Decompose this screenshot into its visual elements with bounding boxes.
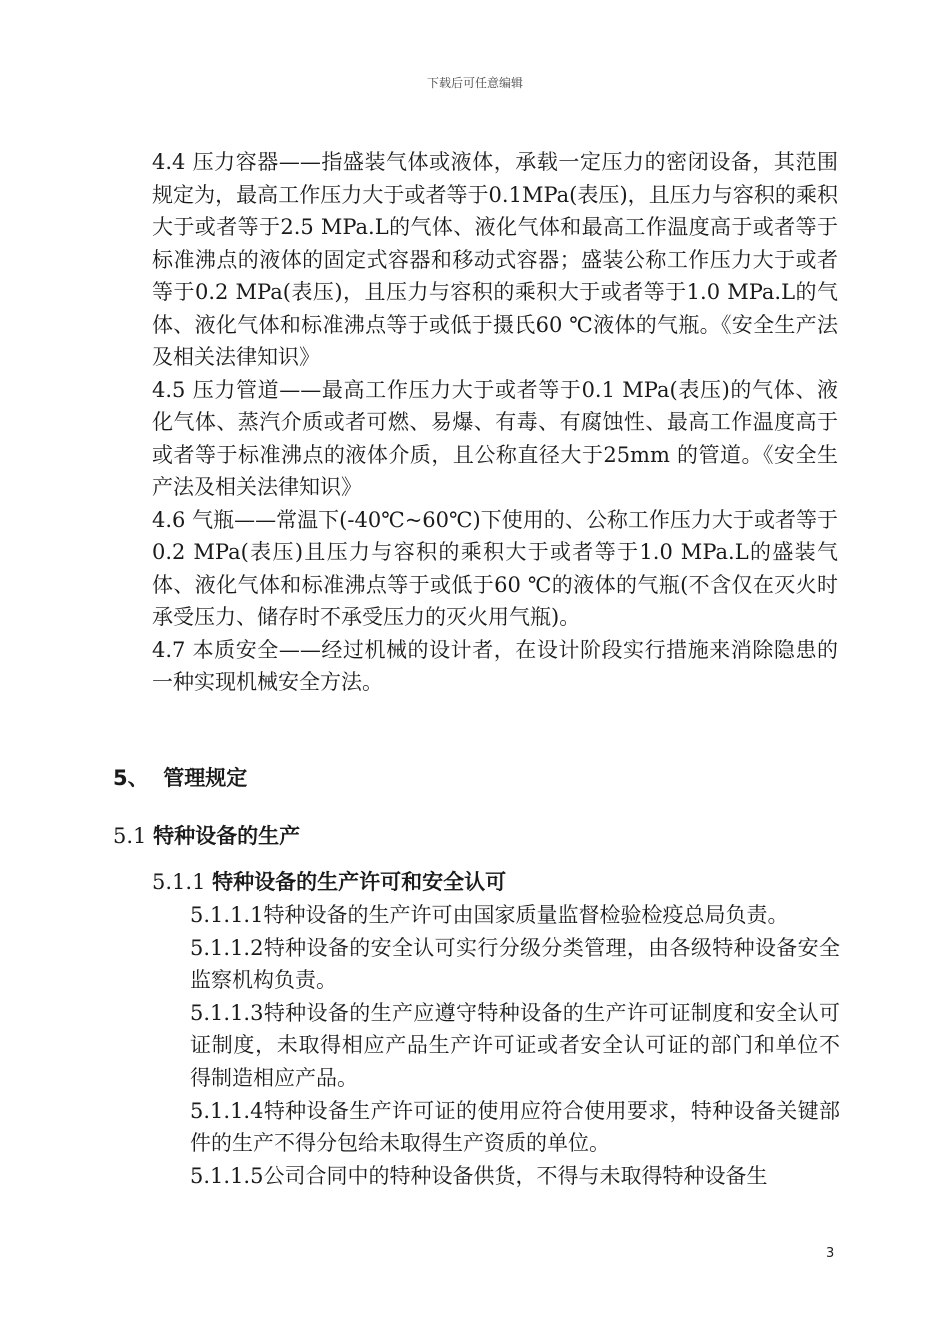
items-block [190, 899, 840, 1192]
section-number: 5、 [113, 766, 149, 790]
subsection-heading [113, 820, 300, 850]
subsubsection-heading [152, 866, 506, 896]
subsection-title: 特种设备的生产 [153, 824, 301, 848]
definition-4-7: 4.7 本质安全——经过机械的设计者，在设计阶段实行措施来消除隐患的一种实现机械安全方法。 [152, 637, 838, 694]
subsubsection-title: 特种设备的生产许可和安全认可 [212, 870, 507, 894]
section-title: 管理规定 [163, 766, 248, 790]
definition-4-5: 4.5 压力管道——最高工作压力大于或者等于0.1 MPa(表压)的气体、液化气体、蒸汽介质或者可燃、易爆、有毒、有腐蚀性、最高工作温度高于或者等于标准沸点的液体介质，且公称直径大于25mm 的管道。《安全生产法及相关法律知识》 [152, 377, 838, 499]
item-5-1-1-5: 5.1.1.5公司合同中的特种设备供货，不得与未取得特种设备生 [190, 1163, 768, 1188]
definition-4-4: 4.4 压力容器——指盛装气体或液体，承载一定压力的密闭设备，其范围规定为，最高工作压力大于或者等于0.1MPa(表压)，且压力与容积的乘积大于或者等于2.5 MPa.L的气体、液化气体和最高工作温度高于或者等于标准沸点的液体的固定式容器和移动式容器；盛装公称工作压力大于或者等于0.2 MPa(表压)，且压力与容积的乘积大于或者等于1.0 MPa.L的气体、液化气体和标准沸点等于或低于摄氏60 ℃液体的气瓶。《安全生产法及相关法律知识》 [152, 150, 838, 369]
item-5-1-1-2: 5.1.1.2特种设备的安全认可实行分级分类管理，由各级特种设备安全监察机构负责。 [190, 935, 840, 993]
definition-4-6: 4.6 气瓶——常温下(-40℃~60℃)下使用的、公称工作压力大于或者等于0.2 MPa(表压)且压力与容积的乘积大于或者等于1.0 MPa.L的盛装气体、液化气体和标准沸点等于或低于60 ℃的液体的气瓶(不含仅在灭火时承受压力、储存时不承受压力的灭火用气瓶)。 [152, 507, 838, 629]
subsubsection-number: 5.1.1 [152, 870, 206, 894]
item-5-1-1-3: 5.1.1.3特种设备的生产应遵守特种设备的生产许可证制度和安全认可证制度，未取得相应产品生产许可证或者安全认可证的部门和单位不得制造相应产品。 [190, 1000, 840, 1090]
page-number: 3 [826, 1246, 835, 1261]
item-5-1-1-4: 5.1.1.4特种设备生产许可证的使用应符合使用要求，特种设备关键部件的生产不得分包给未取得生产资质的单位。 [190, 1098, 840, 1156]
page-header: 下载后可任意编辑 [426, 76, 523, 90]
item-5-1-1-1: 5.1.1.1特种设备的生产许可由国家质量监督检验检疫总局负责。 [190, 903, 789, 927]
section-heading [113, 762, 247, 792]
subsection-number: 5.1 [113, 824, 147, 848]
definitions-block [152, 146, 838, 699]
